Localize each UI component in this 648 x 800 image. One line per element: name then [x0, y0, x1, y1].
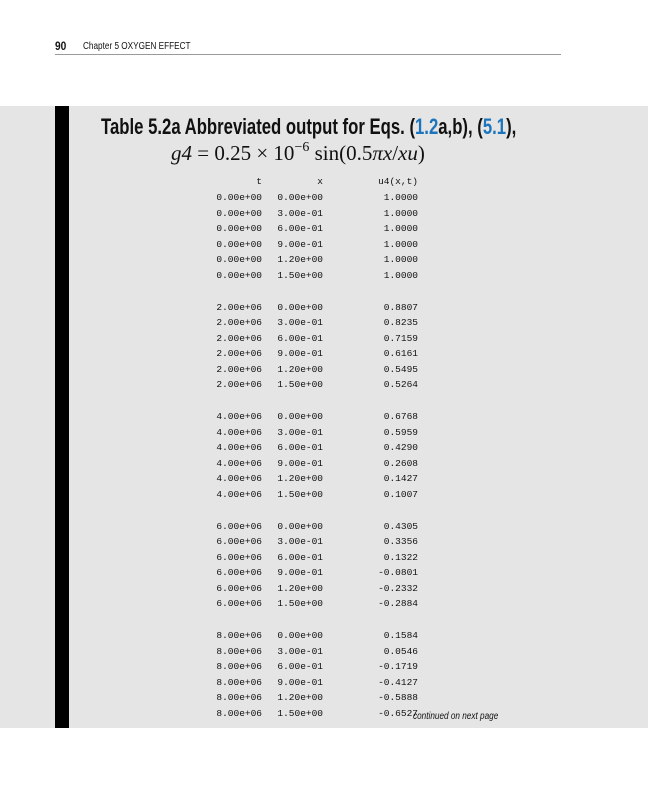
cell-u4: -0.5888: [378, 692, 418, 703]
cell-t: 8.00e+06: [216, 661, 262, 672]
formula-sin: sin(0.5: [309, 141, 373, 165]
equation-ref-link[interactable]: 5.1: [482, 114, 507, 139]
chapter-title: Chapter 5 OXYGEN EFFECT: [83, 41, 191, 52]
cell-x: 6.00e-01: [277, 442, 323, 453]
cell-u4: 1.0000: [383, 238, 418, 250]
cell-u4: 0.8807: [383, 301, 418, 313]
cell-x: 1.50e+00: [277, 598, 323, 609]
formula-close: ): [417, 141, 425, 165]
cell-t: 6.00e+06: [216, 582, 262, 594]
cell-x: 9.00e-01: [277, 238, 323, 250]
cell-x: 6.00e-01: [277, 223, 323, 234]
cell-u4: -0.2884: [378, 598, 418, 609]
formula-eq: = 0.25 × 10: [192, 141, 295, 165]
cell-x: 3.00e-01: [277, 426, 323, 438]
cell-t: 2.00e+06: [216, 348, 262, 359]
cell-u4: -0.6527: [378, 707, 418, 719]
cell-u4: 0.1322: [383, 551, 418, 563]
formula-pi: π: [372, 141, 383, 165]
cell-t: 8.00e+06: [216, 692, 262, 703]
cell-u4: 0.1584: [383, 630, 418, 641]
cell-t: 0.00e+00: [216, 192, 262, 203]
cell-x: 6.00e-01: [277, 661, 323, 672]
cell-u4: 0.2608: [383, 457, 418, 469]
cell-x: 1.50e+00: [277, 707, 323, 719]
cell-t: 6.00e+06: [216, 598, 262, 609]
cell-u4: -0.2332: [378, 582, 418, 594]
cell-x: 6.00e-01: [277, 332, 323, 344]
cell-x: 0.00e+00: [277, 192, 323, 203]
cell-x: 9.00e-01: [277, 457, 323, 469]
cell-x: 9.00e-01: [277, 348, 323, 359]
page-number: 90: [55, 39, 67, 53]
table-formula: [171, 141, 425, 166]
cell-x: 1.20e+00: [277, 692, 323, 703]
cell-x: 3.00e-01: [277, 536, 323, 547]
cell-u4: 0.1007: [383, 488, 418, 500]
cell-t: 2.00e+06: [216, 332, 262, 344]
cell-x: 1.20e+00: [277, 582, 323, 594]
cell-u4: 0.0546: [383, 645, 418, 657]
cell-t: 0.00e+00: [216, 254, 262, 265]
running-head: [55, 38, 561, 55]
cell-u4: 0.5959: [383, 426, 418, 438]
cell-x: 1.50e+00: [277, 379, 323, 390]
cell-t: 4.00e+06: [216, 473, 262, 484]
cell-x: 9.00e-01: [277, 676, 323, 688]
cell-x: 3.00e-01: [277, 317, 323, 328]
cell-u4: 1.0000: [383, 207, 418, 219]
cell-u4: -0.1719: [378, 661, 418, 672]
cell-u4: 0.3356: [383, 536, 418, 547]
cell-u4: 0.5264: [383, 379, 418, 390]
cell-u4: 0.4305: [383, 520, 418, 532]
cell-x: 0.00e+00: [277, 411, 323, 422]
cell-t: 2.00e+06: [216, 363, 262, 375]
cell-u4: 1.0000: [383, 269, 418, 281]
cell-t: 4.00e+06: [216, 488, 262, 500]
cell-u4: 1.0000: [383, 223, 418, 234]
cell-u4: 0.7159: [383, 332, 418, 344]
cell-t: 6.00e+06: [216, 567, 262, 578]
cell-x: 1.50e+00: [277, 488, 323, 500]
cell-t: 0.00e+00: [216, 207, 262, 219]
cell-u4: -0.4127: [378, 676, 418, 688]
cell-u4: 0.4290: [383, 442, 418, 453]
cell-t: 6.00e+06: [216, 520, 262, 532]
header-x: x: [317, 176, 323, 187]
equation-ref-link[interactable]: 1.2: [415, 114, 439, 139]
continued-note: continued on next page: [413, 711, 499, 722]
cell-x: 1.20e+00: [277, 254, 323, 265]
title-suffix: ),: [506, 114, 517, 139]
cell-u4: 1.0000: [383, 192, 418, 203]
cell-u4: 0.6768: [383, 411, 418, 422]
cell-u4: 1.0000: [383, 254, 418, 265]
cell-u4: -0.0801: [378, 567, 418, 578]
formula-slash: /: [392, 141, 399, 165]
cell-t: 2.00e+06: [216, 317, 262, 328]
cell-x: 0.00e+00: [277, 630, 323, 641]
cell-t: 0.00e+00: [216, 238, 262, 250]
cell-t: 0.00e+00: [216, 223, 262, 234]
table-panel: [0, 106, 648, 728]
formula-xu: xu: [398, 141, 418, 165]
cell-t: 4.00e+06: [216, 457, 262, 469]
cell-t: 0.00e+00: [216, 269, 262, 281]
cell-x: 0.00e+00: [277, 520, 323, 532]
table-title: [101, 114, 516, 140]
header-t: t: [256, 176, 262, 187]
formula-exponent: −6: [294, 140, 310, 155]
cell-x: 6.00e-01: [277, 551, 323, 563]
cell-t: 2.00e+06: [216, 301, 262, 313]
cell-t: 6.00e+06: [216, 551, 262, 563]
cell-u4: 0.6161: [383, 348, 418, 359]
cell-x: 3.00e-01: [277, 207, 323, 219]
formula-lhs: g4: [171, 141, 192, 165]
cell-u4: 0.8235: [383, 317, 418, 328]
cell-t: 8.00e+06: [216, 707, 262, 719]
header-u4: u4(x,t): [378, 176, 418, 187]
title-mid: a,b), (: [438, 114, 483, 139]
cell-x: 1.20e+00: [277, 473, 323, 484]
cell-t: 4.00e+06: [216, 426, 262, 438]
table-side-bar: [55, 106, 69, 728]
cell-t: 4.00e+06: [216, 442, 262, 453]
cell-t: 8.00e+06: [216, 676, 262, 688]
cell-x: 1.20e+00: [277, 363, 323, 375]
cell-u4: 0.1427: [383, 473, 418, 484]
cell-t: 6.00e+06: [216, 536, 262, 547]
formula-x: x: [382, 141, 393, 165]
cell-t: 4.00e+06: [216, 411, 262, 422]
title-prefix: Table 5.2a Abbreviated output for Eqs. (: [101, 114, 416, 139]
cell-x: 1.50e+00: [277, 269, 323, 281]
cell-t: 8.00e+06: [216, 645, 262, 657]
cell-t: 2.00e+06: [216, 379, 262, 390]
cell-t: 8.00e+06: [216, 630, 262, 641]
cell-x: 9.00e-01: [277, 567, 323, 578]
cell-u4: 0.5495: [383, 363, 418, 375]
cell-x: 3.00e-01: [277, 645, 323, 657]
cell-x: 0.00e+00: [277, 301, 323, 313]
